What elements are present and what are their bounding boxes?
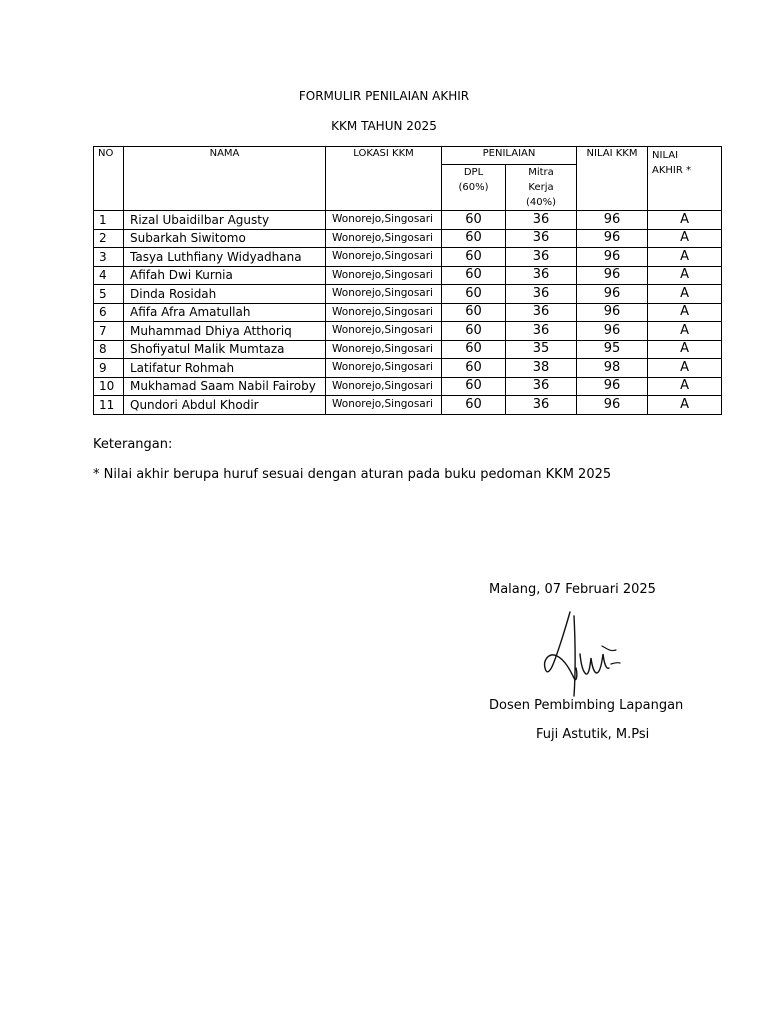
- cell-nilai-kkm: 96: [577, 211, 648, 230]
- cell-dpl: 60: [442, 359, 506, 378]
- cell-lokasi: Wonorejo,Singosari: [326, 229, 442, 248]
- cell-nilai-kkm: 95: [577, 340, 648, 359]
- cell-nilai-kkm: 96: [577, 396, 648, 415]
- cell-mitra: 36: [506, 322, 577, 341]
- cell-nilai-akhir: A: [648, 285, 722, 304]
- cell-no: 2: [94, 229, 124, 248]
- header-penilaian: PENILAIAN: [442, 147, 577, 165]
- cell-nilai-kkm: 96: [577, 303, 648, 322]
- cell-no: 9: [94, 359, 124, 378]
- cell-lokasi: Wonorejo,Singosari: [326, 285, 442, 304]
- cell-nilai-akhir: A: [648, 211, 722, 230]
- cell-mitra: 36: [506, 285, 577, 304]
- cell-nama: Latifatur Rohmah: [124, 359, 326, 378]
- cell-no: 6: [94, 303, 124, 322]
- table-row: [94, 377, 722, 396]
- signer-name: Fuji Astutik, M.Psi: [536, 727, 650, 742]
- cell-nilai-kkm: 96: [577, 248, 648, 267]
- cell-nilai-akhir: A: [648, 266, 722, 285]
- cell-nilai-kkm: 98: [577, 359, 648, 378]
- cell-nilai-akhir: A: [648, 229, 722, 248]
- cell-nilai-akhir: A: [648, 303, 722, 322]
- cell-no: 4: [94, 266, 124, 285]
- table-row: [94, 266, 722, 285]
- cell-nama: Mukhamad Saam Nabil Fairoby: [124, 377, 326, 396]
- notes-label: Keterangan:: [93, 437, 173, 452]
- header-mitra: [506, 165, 577, 211]
- cell-nama: Tasya Luthfiany Widyadhana: [124, 248, 326, 267]
- cell-mitra: 36: [506, 229, 577, 248]
- cell-no: 11: [94, 396, 124, 415]
- cell-no: 5: [94, 285, 124, 304]
- header-dpl-line1: DPL: [463, 167, 484, 178]
- header-nilai-akhir-line1: NILAI: [652, 150, 679, 161]
- cell-mitra: 35: [506, 340, 577, 359]
- table-row: [94, 229, 722, 248]
- cell-mitra: 36: [506, 248, 577, 267]
- cell-dpl: 60: [442, 322, 506, 341]
- cell-no: 7: [94, 322, 124, 341]
- cell-lokasi: Wonorejo,Singosari: [326, 266, 442, 285]
- cell-dpl: 60: [442, 229, 506, 248]
- table-row: [94, 340, 722, 359]
- cell-nama: Qundori Abdul Khodir: [124, 396, 326, 415]
- table-row: [94, 211, 722, 230]
- cell-nilai-akhir: A: [648, 340, 722, 359]
- cell-dpl: 60: [442, 396, 506, 415]
- header-mitra-line3: (40%): [525, 197, 557, 208]
- cell-mitra: 38: [506, 359, 577, 378]
- cell-mitra: 36: [506, 266, 577, 285]
- cell-dpl: 60: [442, 377, 506, 396]
- cell-dpl: 60: [442, 340, 506, 359]
- cell-nama: Subarkah Siwitomo: [124, 229, 326, 248]
- cell-nilai-akhir: A: [648, 396, 722, 415]
- header-no: NO: [94, 147, 124, 211]
- table-row: [94, 396, 722, 415]
- cell-lokasi: Wonorejo,Singosari: [326, 303, 442, 322]
- place-date: Malang, 07 Februari 2025: [489, 582, 656, 597]
- cell-nama: Afifa Afra Amatullah: [124, 303, 326, 322]
- header-mitra-line1: Mitra: [528, 167, 554, 178]
- cell-no: 8: [94, 340, 124, 359]
- cell-nilai-kkm: 96: [577, 377, 648, 396]
- cell-nilai-kkm: 96: [577, 322, 648, 341]
- cell-nama: Shofiyatul Malik Mumtaza: [124, 340, 326, 359]
- cell-lokasi: Wonorejo,Singosari: [326, 248, 442, 267]
- cell-dpl: 60: [442, 266, 506, 285]
- cell-nama: Muhammad Dhiya Atthoriq: [124, 322, 326, 341]
- cell-mitra: 36: [506, 396, 577, 415]
- cell-dpl: 60: [442, 248, 506, 267]
- table-row: [94, 248, 722, 267]
- header-nilai-kkm: NILAI KKM: [577, 147, 648, 211]
- header-dpl-line2: (60%): [458, 182, 489, 193]
- cell-nilai-akhir: A: [648, 322, 722, 341]
- cell-nilai-akhir: A: [648, 359, 722, 378]
- cell-lokasi: Wonorejo,Singosari: [326, 359, 442, 378]
- header-nilai-akhir: [648, 147, 722, 211]
- handwritten-signature: [536, 606, 626, 698]
- cell-nilai-kkm: 96: [577, 229, 648, 248]
- table-row: [94, 285, 722, 304]
- cell-dpl: 60: [442, 211, 506, 230]
- footnote: * Nilai akhir berupa huruf sesuai dengan aturan pada buku pedoman KKM 2025: [93, 467, 612, 482]
- cell-no: 3: [94, 248, 124, 267]
- header-lokasi: LOKASI KKM: [326, 147, 442, 211]
- header-mitra-line2: Kerja: [528, 182, 554, 193]
- header-nama: NAMA: [124, 147, 326, 211]
- signer-role: Dosen Pembimbing Lapangan: [489, 698, 684, 713]
- cell-nama: Afifah Dwi Kurnia: [124, 266, 326, 285]
- cell-nilai-kkm: 96: [577, 266, 648, 285]
- document-title: FORMULIR PENILAIAN AKHIR: [298, 89, 470, 103]
- cell-lokasi: Wonorejo,Singosari: [326, 211, 442, 230]
- cell-lokasi: Wonorejo,Singosari: [326, 396, 442, 415]
- cell-lokasi: Wonorejo,Singosari: [326, 340, 442, 359]
- cell-dpl: 60: [442, 285, 506, 304]
- cell-nama: Dinda Rosidah: [124, 285, 326, 304]
- header-nilai-akhir-line2: AKHIR *: [652, 165, 692, 176]
- cell-dpl: 60: [442, 303, 506, 322]
- table-row: [94, 303, 722, 322]
- header-dpl: [442, 165, 506, 211]
- cell-lokasi: Wonorejo,Singosari: [326, 322, 442, 341]
- table-row: [94, 322, 722, 341]
- grade-table: [93, 146, 722, 415]
- cell-mitra: 36: [506, 377, 577, 396]
- cell-mitra: 36: [506, 211, 577, 230]
- document-subtitle: KKM TAHUN 2025: [331, 119, 437, 133]
- table-row: [94, 359, 722, 378]
- cell-nilai-akhir: A: [648, 377, 722, 396]
- cell-nama: Rizal Ubaidilbar Agusty: [124, 211, 326, 230]
- cell-no: 1: [94, 211, 124, 230]
- cell-nilai-akhir: A: [648, 248, 722, 267]
- cell-nilai-kkm: 96: [577, 285, 648, 304]
- cell-lokasi: Wonorejo,Singosari: [326, 377, 442, 396]
- cell-no: 10: [94, 377, 124, 396]
- cell-mitra: 36: [506, 303, 577, 322]
- grade-table-body: [94, 211, 722, 415]
